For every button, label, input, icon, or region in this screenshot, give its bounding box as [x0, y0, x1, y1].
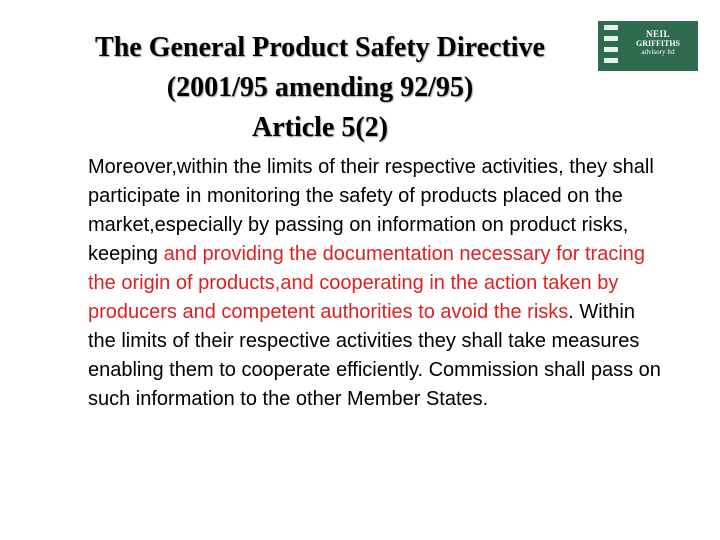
article-text-highlight: and providing the documentation necessary for tracing the origin of products,and cooperating in the action taken by producers and competent authorities to avoid the risks: [88, 243, 646, 323]
logo-surname: GRIFFITHS: [635, 39, 680, 48]
article-text-part-2: . Within the limits of their respective activities they shall take measures enabling them to cooperate efficiently. Commission shall pass on such information to the other Member States.: [88, 301, 661, 410]
article-text: [88, 153, 668, 414]
logo-tagline: advisory ltd: [641, 48, 675, 56]
logo-name: NEIL: [645, 29, 670, 39]
slide-title: [40, 28, 600, 148]
logo-stripes-icon: [604, 21, 618, 71]
title-line-3: Article 5(2): [251, 112, 389, 143]
logo-text: [620, 30, 696, 57]
article-text-part-1: Moreover,within the limits of their respective activities, they shall participate in monitoring the safety of products placed on the market,especially by passing on information on product risks, keeping: [88, 156, 654, 265]
title-line-2: (2001/95 amending 92/95): [166, 72, 474, 103]
company-logo: [598, 21, 698, 71]
title-line-1: The General Product Safety Directive: [95, 32, 545, 63]
